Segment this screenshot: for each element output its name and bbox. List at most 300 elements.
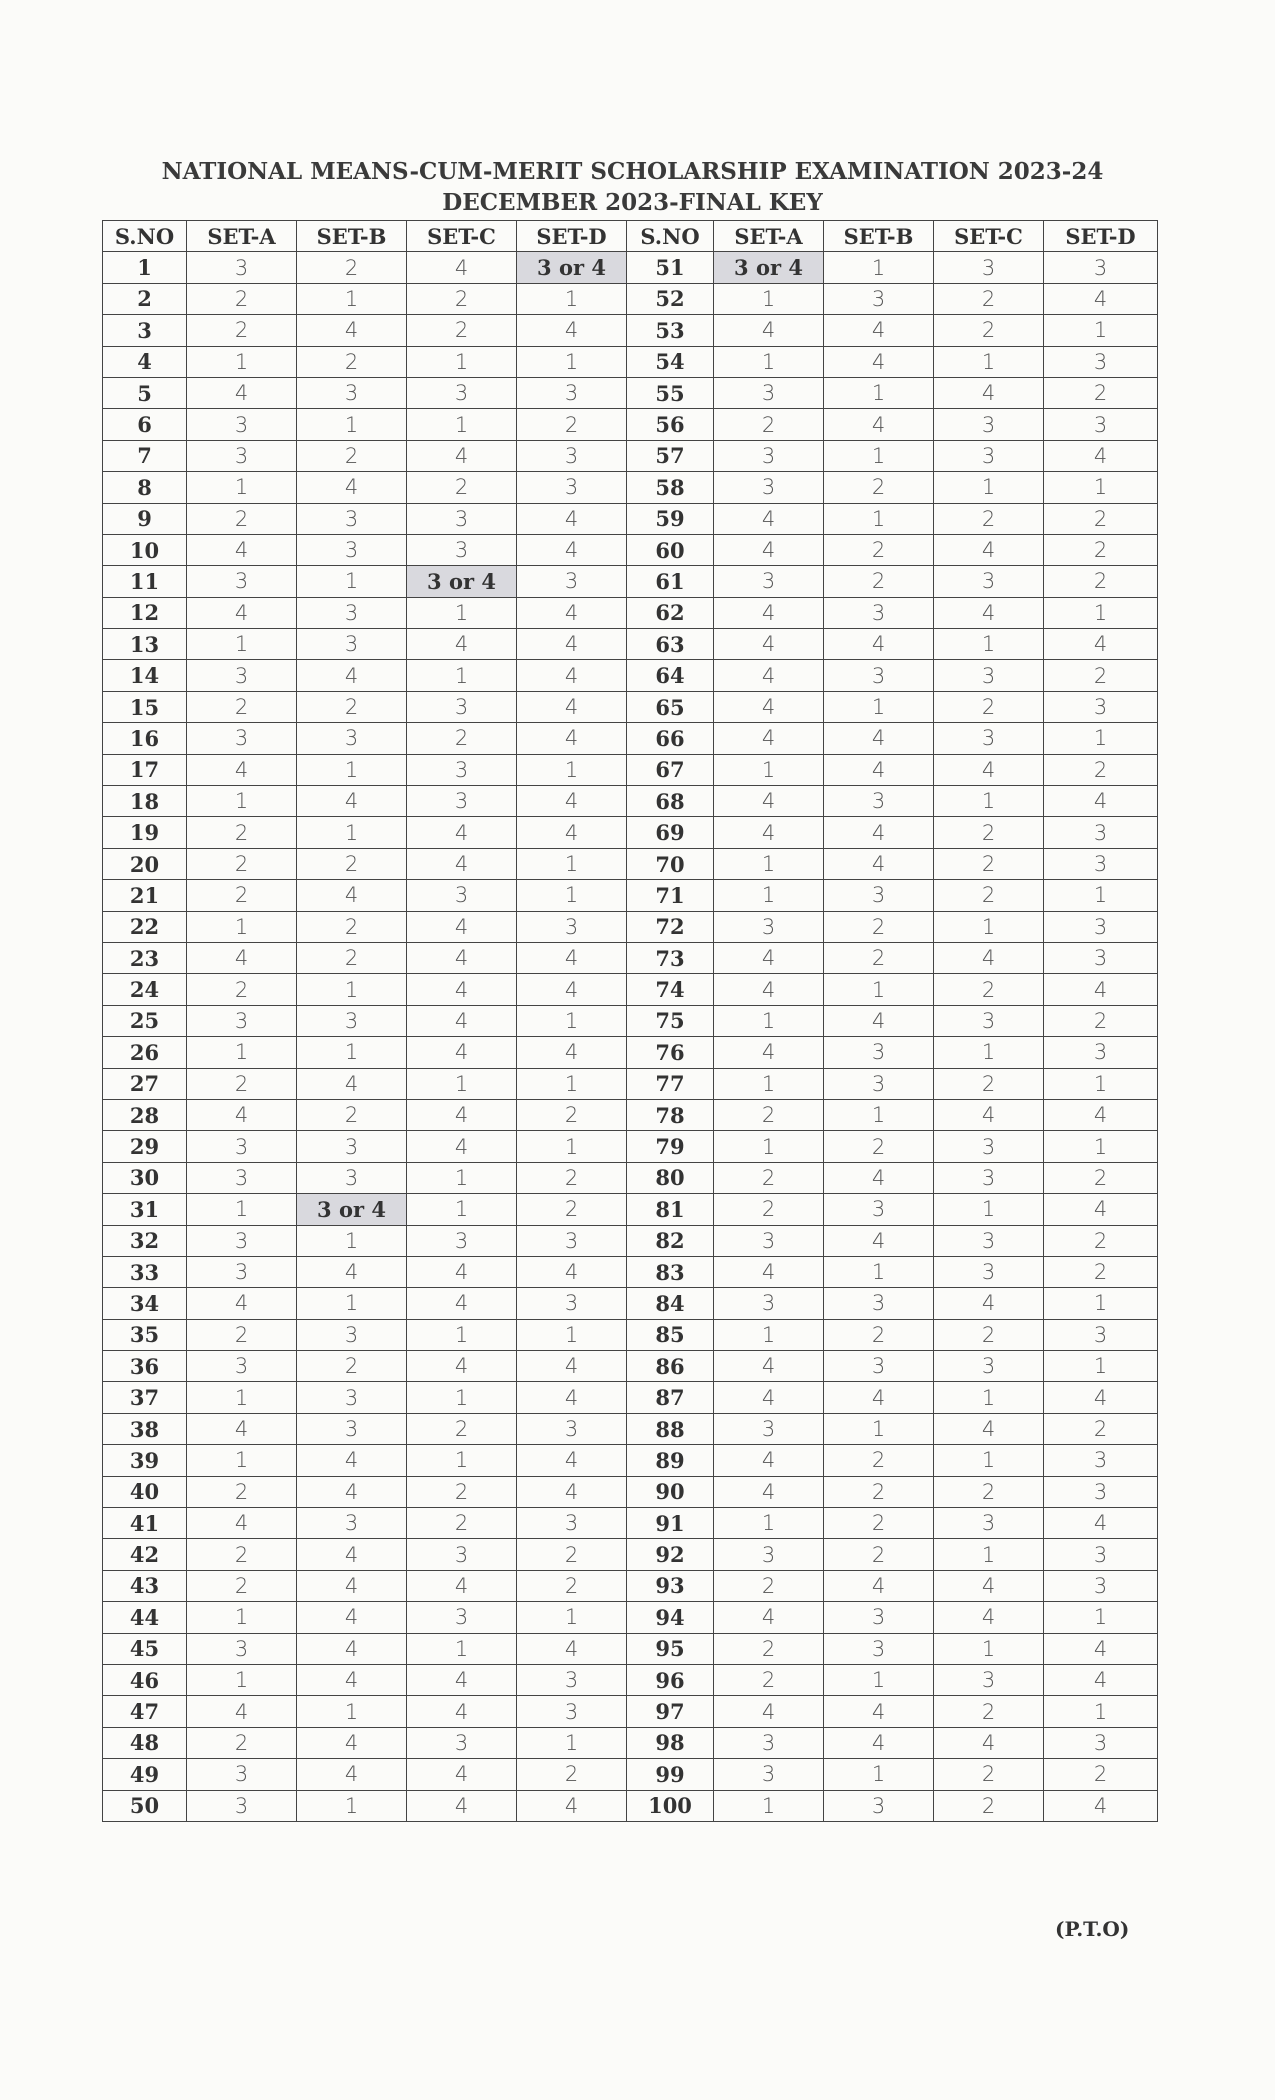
- table-body: [103, 252, 1158, 1822]
- answer-cell: 2: [297, 440, 407, 471]
- answer-cell: 4: [714, 1351, 824, 1382]
- question-number-cell: 42: [103, 1539, 187, 1570]
- answer-cell: 4: [297, 1664, 407, 1695]
- table-row: [103, 597, 1158, 628]
- answer-cell: 2: [824, 942, 934, 973]
- question-number-cell: 23: [103, 942, 187, 973]
- answer-cell: 4: [714, 1037, 824, 1068]
- answer-cell: 4: [407, 911, 517, 942]
- answer-cell: 3: [714, 566, 824, 597]
- answer-cell: 3: [407, 1225, 517, 1256]
- answer-cell: 2: [407, 1476, 517, 1507]
- answer-cell: 1: [824, 503, 934, 534]
- answer-cell: 3: [187, 1005, 297, 1036]
- answer-cell: 4: [517, 1476, 627, 1507]
- answer-cell: 4: [714, 503, 824, 534]
- answer-cell: 2: [1044, 534, 1158, 565]
- answer-cell: 4: [824, 1382, 934, 1413]
- answer-cell: 1: [824, 974, 934, 1005]
- table-row: [103, 1727, 1158, 1758]
- column-header: SET-B: [297, 221, 407, 252]
- question-number-cell: 56: [627, 409, 714, 440]
- table-row: [103, 1696, 1158, 1727]
- answer-cell: 1: [297, 566, 407, 597]
- question-number-cell: 88: [627, 1413, 714, 1444]
- answer-cell: 4: [297, 1256, 407, 1287]
- question-number-cell: 73: [627, 942, 714, 973]
- answer-cell: 4: [934, 377, 1044, 408]
- answer-cell: 3: [1044, 1476, 1158, 1507]
- table-row: [103, 848, 1158, 879]
- answer-cell: 2: [187, 691, 297, 722]
- answer-cell: 2: [934, 1696, 1044, 1727]
- answer-cell: 4: [297, 1633, 407, 1664]
- question-number-cell: 22: [103, 911, 187, 942]
- answer-cell: 2: [407, 723, 517, 754]
- question-number-cell: 33: [103, 1256, 187, 1287]
- question-number-cell: 15: [103, 691, 187, 722]
- question-number-cell: 46: [103, 1664, 187, 1695]
- answer-cell: 3: [187, 1256, 297, 1287]
- column-header: SET-D: [1044, 221, 1158, 252]
- question-number-cell: 25: [103, 1005, 187, 1036]
- answer-cell: 2: [1044, 377, 1158, 408]
- table-row: [103, 691, 1158, 722]
- table-row: [103, 566, 1158, 597]
- answer-cell: 3: [934, 1664, 1044, 1695]
- question-number-cell: 95: [627, 1633, 714, 1664]
- question-number-cell: 7: [103, 440, 187, 471]
- answer-cell: 4: [517, 503, 627, 534]
- answer-cell: 3: [297, 1382, 407, 1413]
- answer-cell: 3: [1044, 1445, 1158, 1476]
- answer-cell: 4: [297, 1570, 407, 1601]
- answer-cell: 3: [714, 1759, 824, 1790]
- answer-cell: 1: [824, 691, 934, 722]
- table-row: [103, 409, 1158, 440]
- answer-cell: 4: [517, 723, 627, 754]
- table-row: [103, 1256, 1158, 1287]
- answer-cell: 3: [824, 597, 934, 628]
- answer-cell: 2: [187, 974, 297, 1005]
- answer-cell: 1: [824, 1664, 934, 1695]
- answer-cell: 2: [824, 1131, 934, 1162]
- answer-cell: 2: [407, 1508, 517, 1539]
- answer-cell: 3: [934, 1508, 1044, 1539]
- table-row: [103, 1131, 1158, 1162]
- question-number-cell: 81: [627, 1194, 714, 1225]
- answer-cell: 3: [714, 440, 824, 471]
- answer-cell: 2: [407, 283, 517, 314]
- answer-cell: 1: [187, 1382, 297, 1413]
- answer-cell: 3: [714, 1413, 824, 1444]
- question-number-cell: 11: [103, 566, 187, 597]
- answer-cell: 4: [187, 1508, 297, 1539]
- answer-cell: 4: [824, 409, 934, 440]
- answer-cell: 3: [407, 1602, 517, 1633]
- answer-cell: 1: [407, 1382, 517, 1413]
- answer-cell: 4: [517, 1256, 627, 1287]
- answer-cell: 4: [824, 817, 934, 848]
- answer-cell: 3 or 4: [517, 252, 627, 283]
- answer-cell: 4: [714, 1445, 824, 1476]
- answer-cell: 1: [714, 346, 824, 377]
- answer-cell: 4: [517, 1633, 627, 1664]
- answer-cell: 2: [934, 1759, 1044, 1790]
- table-row: [103, 1759, 1158, 1790]
- question-number-cell: 40: [103, 1476, 187, 1507]
- answer-cell: 4: [517, 786, 627, 817]
- answer-cell: 2: [297, 346, 407, 377]
- answer-cell: 1: [407, 1068, 517, 1099]
- question-number-cell: 37: [103, 1382, 187, 1413]
- table-row: [103, 346, 1158, 377]
- question-number-cell: 87: [627, 1382, 714, 1413]
- answer-cell: 4: [187, 534, 297, 565]
- question-number-cell: 64: [627, 660, 714, 691]
- question-number-cell: 61: [627, 566, 714, 597]
- answer-cell: 1: [824, 377, 934, 408]
- answer-cell: 3: [714, 1288, 824, 1319]
- answer-cell: 1: [934, 472, 1044, 503]
- answer-cell: 4: [187, 1696, 297, 1727]
- answer-cell: 4: [714, 817, 824, 848]
- answer-cell: 1: [297, 1696, 407, 1727]
- answer-cell: 4: [934, 1570, 1044, 1601]
- answer-cell: 1: [297, 1225, 407, 1256]
- answer-cell: 1: [714, 1005, 824, 1036]
- question-number-cell: 79: [627, 1131, 714, 1162]
- answer-cell: 4: [934, 1602, 1044, 1633]
- question-number-cell: 65: [627, 691, 714, 722]
- answer-cell: 4: [297, 1539, 407, 1570]
- answer-cell: 4: [824, 1225, 934, 1256]
- answer-cell: 3: [1044, 848, 1158, 879]
- question-number-cell: 38: [103, 1413, 187, 1444]
- question-number-cell: 28: [103, 1099, 187, 1130]
- answer-cell: 1: [1044, 1068, 1158, 1099]
- answer-cell: 2: [934, 691, 1044, 722]
- answer-cell: 2: [407, 472, 517, 503]
- answer-cell: 2: [187, 1068, 297, 1099]
- table-row: [103, 754, 1158, 785]
- answer-cell: 3: [187, 409, 297, 440]
- answer-cell: 1: [1044, 1131, 1158, 1162]
- question-number-cell: 82: [627, 1225, 714, 1256]
- answer-cell: 4: [1044, 629, 1158, 660]
- question-number-cell: 39: [103, 1445, 187, 1476]
- table-row: [103, 1602, 1158, 1633]
- answer-cell: 3: [297, 534, 407, 565]
- question-number-cell: 49: [103, 1759, 187, 1790]
- answer-cell: 3: [714, 1225, 824, 1256]
- answer-cell: 2: [824, 472, 934, 503]
- answer-cell: 2: [187, 1319, 297, 1350]
- answer-cell: 4: [517, 660, 627, 691]
- question-number-cell: 74: [627, 974, 714, 1005]
- table-row: [103, 1445, 1158, 1476]
- answer-cell: 4: [407, 1790, 517, 1821]
- answer-cell: 1: [824, 1413, 934, 1444]
- answer-cell: 1: [407, 1319, 517, 1350]
- answer-cell: 4: [1044, 1382, 1158, 1413]
- answer-cell: 2: [1044, 503, 1158, 534]
- table-row: [103, 315, 1158, 346]
- answer-cell: 4: [1044, 1664, 1158, 1695]
- question-number-cell: 8: [103, 472, 187, 503]
- answer-cell: 4: [297, 1445, 407, 1476]
- answer-cell: 1: [824, 440, 934, 471]
- answer-cell: 3 or 4: [714, 252, 824, 283]
- answer-cell: 3: [934, 660, 1044, 691]
- answer-cell: 3: [187, 1759, 297, 1790]
- question-number-cell: 93: [627, 1570, 714, 1601]
- answer-cell: 4: [517, 974, 627, 1005]
- answer-cell: 3: [297, 597, 407, 628]
- answer-cell: 1: [517, 1005, 627, 1036]
- question-number-cell: 10: [103, 534, 187, 565]
- column-header: SET-B: [824, 221, 934, 252]
- answer-cell: 2: [1044, 660, 1158, 691]
- question-number-cell: 75: [627, 1005, 714, 1036]
- question-number-cell: 19: [103, 817, 187, 848]
- answer-cell: 1: [517, 1068, 627, 1099]
- answer-cell: 4: [714, 597, 824, 628]
- answer-cell: 3: [407, 503, 517, 534]
- answer-cell: 4: [1044, 1790, 1158, 1821]
- answer-cell: 1: [934, 911, 1044, 942]
- answer-cell: 4: [934, 534, 1044, 565]
- question-number-cell: 18: [103, 786, 187, 817]
- answer-cell: 3: [187, 1131, 297, 1162]
- answer-cell: 2: [824, 1445, 934, 1476]
- answer-cell: 4: [714, 534, 824, 565]
- question-number-cell: 30: [103, 1162, 187, 1193]
- answer-cell: 4: [824, 315, 934, 346]
- answer-cell: 4: [407, 942, 517, 973]
- answer-cell: 4: [297, 786, 407, 817]
- answer-cell: 2: [297, 1099, 407, 1130]
- answer-cell: 4: [714, 315, 824, 346]
- answer-cell: 4: [714, 974, 824, 1005]
- answer-cell: 2: [187, 1476, 297, 1507]
- answer-cell: 1: [934, 346, 1044, 377]
- answer-cell: 2: [1044, 1225, 1158, 1256]
- answer-cell: 4: [407, 1696, 517, 1727]
- answer-cell: 3: [297, 503, 407, 534]
- answer-cell: 2: [517, 1162, 627, 1193]
- answer-cell: 3: [714, 1727, 824, 1758]
- answer-cell: 4: [297, 1759, 407, 1790]
- table-row: [103, 1162, 1158, 1193]
- answer-cell: 3: [297, 723, 407, 754]
- answer-cell: 4: [407, 1759, 517, 1790]
- table-row: [103, 1194, 1158, 1225]
- answer-cell: 4: [714, 723, 824, 754]
- answer-cell: 3: [1044, 409, 1158, 440]
- table-row: [103, 1476, 1158, 1507]
- answer-cell: 4: [187, 1413, 297, 1444]
- answer-cell: 2: [407, 315, 517, 346]
- table-row: [103, 503, 1158, 534]
- answer-cell: 3: [187, 1162, 297, 1193]
- answer-cell: 3: [934, 440, 1044, 471]
- question-number-cell: 34: [103, 1288, 187, 1319]
- answer-cell: 1: [714, 1508, 824, 1539]
- answer-cell: 1: [297, 974, 407, 1005]
- answer-cell: 3: [1044, 346, 1158, 377]
- question-number-cell: 53: [627, 315, 714, 346]
- answer-cell: 3: [714, 472, 824, 503]
- answer-cell: 3: [407, 1539, 517, 1570]
- question-number-cell: 62: [627, 597, 714, 628]
- answer-cell: 3: [517, 1508, 627, 1539]
- answer-cell: 4: [187, 377, 297, 408]
- table-row: [103, 974, 1158, 1005]
- answer-cell: 2: [934, 848, 1044, 879]
- answer-cell: 4: [407, 440, 517, 471]
- answer-cell: 4: [714, 1256, 824, 1287]
- answer-cell: 4: [934, 1413, 1044, 1444]
- answer-cell: 1: [297, 409, 407, 440]
- table-row: [103, 1099, 1158, 1130]
- question-number-cell: 84: [627, 1288, 714, 1319]
- answer-cell: 3: [517, 472, 627, 503]
- answer-cell: 4: [714, 691, 824, 722]
- answer-cell: 3: [407, 1727, 517, 1758]
- answer-cell: 4: [297, 660, 407, 691]
- question-number-cell: 36: [103, 1351, 187, 1382]
- table-row: [103, 629, 1158, 660]
- answer-cell: 4: [1044, 1633, 1158, 1664]
- answer-cell: 4: [824, 1005, 934, 1036]
- question-number-cell: 69: [627, 817, 714, 848]
- answer-cell: 4: [824, 1696, 934, 1727]
- question-number-cell: 4: [103, 346, 187, 377]
- answer-cell: 2: [934, 283, 1044, 314]
- answer-cell: 1: [407, 660, 517, 691]
- answer-cell: 2: [714, 1099, 824, 1130]
- answer-cell: 3: [1044, 942, 1158, 973]
- answer-cell: 4: [934, 1099, 1044, 1130]
- answer-cell: 2: [187, 880, 297, 911]
- answer-cell: 1: [187, 472, 297, 503]
- question-number-cell: 48: [103, 1727, 187, 1758]
- question-number-cell: 52: [627, 283, 714, 314]
- answer-cell: 3: [824, 1037, 934, 1068]
- answer-cell: 1: [1044, 1288, 1158, 1319]
- answer-cell: 4: [714, 942, 824, 973]
- answer-cell: 3: [934, 252, 1044, 283]
- answer-key-table: [102, 220, 1158, 1822]
- title-line-1: NATIONAL MEANS-CUM-MERIT SCHOLARSHIP EXAMINATION 2023-24: [161, 158, 1104, 185]
- answer-cell: 4: [824, 346, 934, 377]
- table-row: [103, 1633, 1158, 1664]
- answer-cell: 2: [517, 1194, 627, 1225]
- question-number-cell: 1: [103, 252, 187, 283]
- question-number-cell: 31: [103, 1194, 187, 1225]
- question-number-cell: 77: [627, 1068, 714, 1099]
- answer-cell: 2: [517, 1570, 627, 1601]
- column-header: S.NO: [103, 221, 187, 252]
- question-number-cell: 66: [627, 723, 714, 754]
- answer-cell: 1: [517, 880, 627, 911]
- question-number-cell: 63: [627, 629, 714, 660]
- answer-cell: 2: [187, 1539, 297, 1570]
- answer-cell: 4: [1044, 1099, 1158, 1130]
- answer-cell: 4: [517, 1382, 627, 1413]
- answer-cell: 1: [934, 1445, 1044, 1476]
- question-number-cell: 12: [103, 597, 187, 628]
- question-number-cell: 76: [627, 1037, 714, 1068]
- question-number-cell: 51: [627, 252, 714, 283]
- question-number-cell: 47: [103, 1696, 187, 1727]
- answer-cell: 3: [297, 377, 407, 408]
- answer-cell: 1: [1044, 880, 1158, 911]
- table-header-row: [103, 221, 1158, 252]
- answer-cell: 1: [824, 1759, 934, 1790]
- answer-cell: 4: [824, 1727, 934, 1758]
- question-number-cell: 14: [103, 660, 187, 691]
- answer-cell: 3: [407, 880, 517, 911]
- table-row: [103, 1288, 1158, 1319]
- table-row: [103, 1508, 1158, 1539]
- answer-cell: 4: [517, 1351, 627, 1382]
- question-number-cell: 45: [103, 1633, 187, 1664]
- answer-cell: 1: [934, 1194, 1044, 1225]
- answer-cell: 1: [187, 629, 297, 660]
- answer-cell: 1: [517, 1602, 627, 1633]
- answer-cell: 4: [1044, 1194, 1158, 1225]
- answer-cell: 2: [824, 1539, 934, 1570]
- answer-cell: 4: [407, 848, 517, 879]
- table-row: [103, 472, 1158, 503]
- question-number-cell: 59: [627, 503, 714, 534]
- answer-cell: 2: [517, 1539, 627, 1570]
- answer-cell: 1: [824, 1099, 934, 1130]
- answer-cell: 3: [407, 754, 517, 785]
- question-number-cell: 26: [103, 1037, 187, 1068]
- answer-cell: 3: [517, 566, 627, 597]
- question-number-cell: 99: [627, 1759, 714, 1790]
- answer-cell: 1: [934, 1539, 1044, 1570]
- answer-cell: 4: [824, 629, 934, 660]
- answer-cell: 1: [297, 283, 407, 314]
- answer-cell: 4: [407, 1288, 517, 1319]
- answer-cell: 3: [517, 1664, 627, 1695]
- answer-cell: 4: [407, 1131, 517, 1162]
- answer-cell: 3: [1044, 252, 1158, 283]
- answer-cell: 4: [517, 942, 627, 973]
- table-row: [103, 1413, 1158, 1444]
- answer-cell: 3: [407, 691, 517, 722]
- answer-cell: 1: [824, 252, 934, 283]
- question-number-cell: 41: [103, 1508, 187, 1539]
- answer-cell: 3: [1044, 1727, 1158, 1758]
- question-number-cell: 68: [627, 786, 714, 817]
- answer-cell: 4: [407, 1351, 517, 1382]
- answer-cell: 1: [407, 346, 517, 377]
- answer-cell: 1: [934, 629, 1044, 660]
- answer-cell: 2: [934, 974, 1044, 1005]
- answer-cell: 1: [187, 346, 297, 377]
- answer-cell: 4: [297, 1727, 407, 1758]
- answer-cell: 2: [714, 1570, 824, 1601]
- column-header: SET-C: [407, 221, 517, 252]
- answer-cell: 2: [297, 252, 407, 283]
- answer-cell: 3: [517, 1413, 627, 1444]
- answer-cell: 4: [714, 1602, 824, 1633]
